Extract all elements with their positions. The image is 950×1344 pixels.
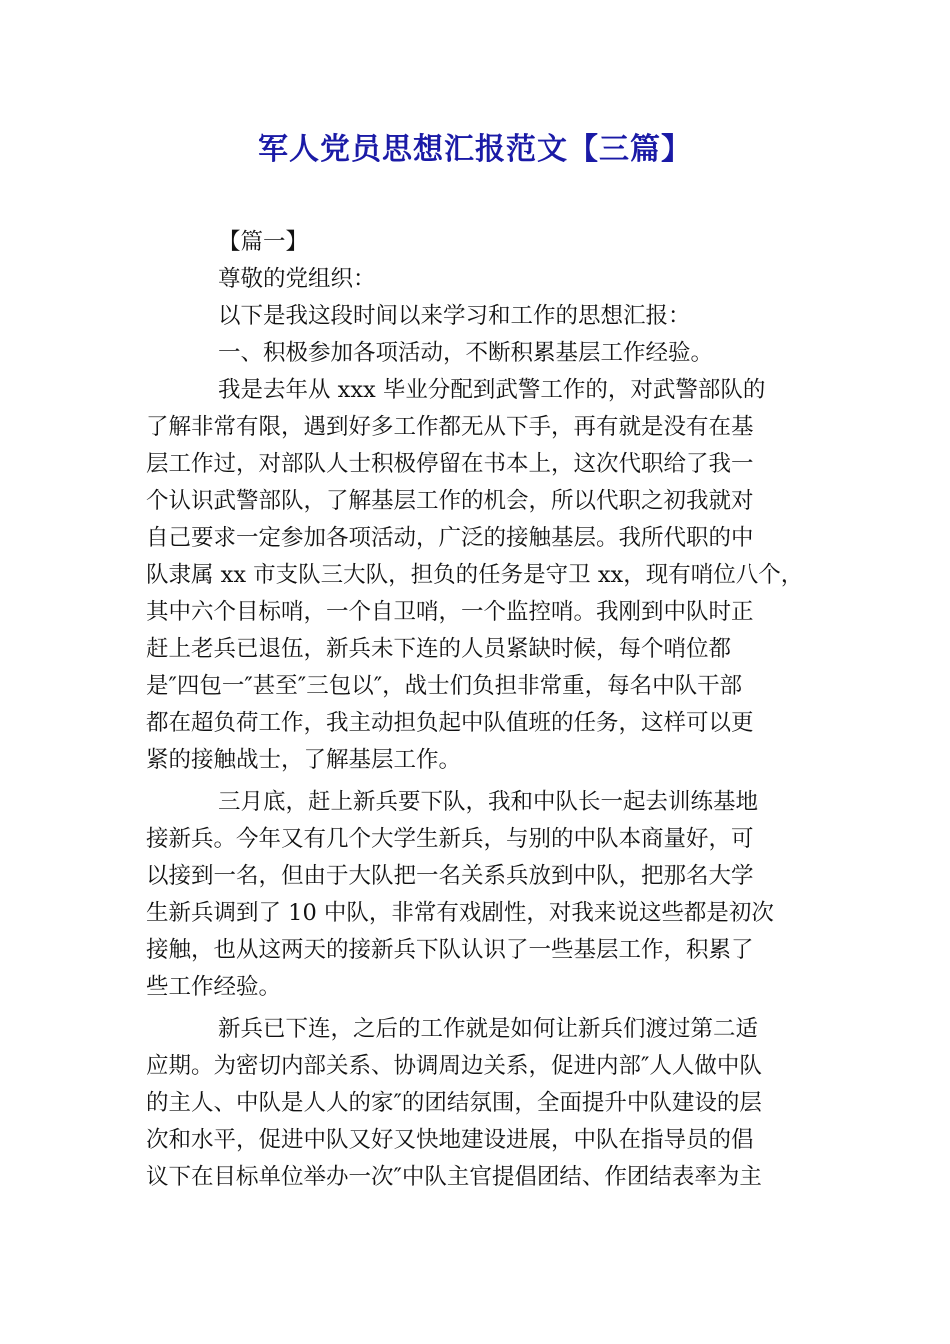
paragraph [146, 261, 816, 298]
paragraph [146, 335, 816, 372]
document-body [146, 224, 816, 1196]
text-line: 生新兵调到了 10 中队，非常有戏剧性，对我来说这些都是初次 [146, 900, 774, 926]
paragraph [146, 784, 816, 1006]
text-line: 队隶属 xx 市支队三大队，担负的任务是守卫 xx，现有哨位八个， [146, 562, 804, 588]
text-line: 的主人、中队是人人的家″的团结氛围，全面提升中队建设的层 [146, 1090, 762, 1116]
text-line: 尊敬的党组织： [218, 266, 376, 292]
text-line: 了解非常有限，遇到好多工作都无从下手，再有就是没有在基 [146, 414, 754, 440]
text-line: 以下是我这段时间以来学习和工作的思想汇报： [218, 303, 691, 329]
text-line: 议下在目标单位举办一次″中队主官提倡团结、作团结表率为主 [146, 1164, 762, 1190]
text-line: 个认识武警部队，了解基层工作的机会，所以代职之初我就对 [146, 488, 754, 514]
text-line: 些工作经验。 [146, 974, 282, 1000]
text-line: 应期。为密切内部关系、协调周边关系，促进内部″人人做中队 [146, 1053, 762, 1079]
text-line: 是″四包一″甚至″三包以″，战士们负担非常重，每名中队干部 [146, 673, 743, 699]
text-line: 新兵已下连，之后的工作就是如何让新兵们渡过第二适 [218, 1016, 759, 1042]
text-line: 都在超负荷工作，我主动担负起中队值班的任务，这样可以更 [146, 710, 754, 736]
text-line: 其中六个目标哨，一个自卫哨，一个监控哨。我刚到中队时正 [146, 599, 754, 625]
paragraph [146, 224, 816, 261]
document-title: 军人党员思想汇报范文【三篇】 [258, 132, 692, 167]
text-line: 接触，也从这两天的接新兵下队认识了一些基层工作，积累了 [146, 937, 754, 963]
paragraph [146, 372, 816, 779]
text-line: 层工作过，对部队人士积极停留在书本上，这次代职给了我一 [146, 451, 754, 477]
text-line: 接新兵。今年又有几个大学生新兵，与别的中队本商量好，可 [146, 826, 754, 852]
paragraph [146, 298, 816, 335]
text-line: 紧的接触战士，了解基层工作。 [146, 747, 462, 773]
text-line: 次和水平，促进中队又好又快地建设进展，中队在指导员的倡 [146, 1127, 754, 1153]
text-line: 一、积极参加各项活动，不断积累基层工作经验。 [218, 340, 714, 366]
text-line: 三月底，赶上新兵要下队，我和中队长一起去训练基地 [218, 789, 759, 815]
text-line: 以接到一名，但由于大队把一名关系兵放到中队，把那名大学 [146, 863, 754, 889]
text-line: 自己要求一定参加各项活动，广泛的接触基层。我所代职的中 [146, 525, 754, 551]
text-line: 我是去年从 xxx 毕业分配到武警工作的，对武警部队的 [218, 377, 766, 403]
text-line: 【篇一】 [218, 229, 309, 255]
text-line: 赶上老兵已退伍，新兵未下连的人员紧缺时候，每个哨位都 [146, 636, 732, 662]
paragraph [146, 1011, 816, 1196]
